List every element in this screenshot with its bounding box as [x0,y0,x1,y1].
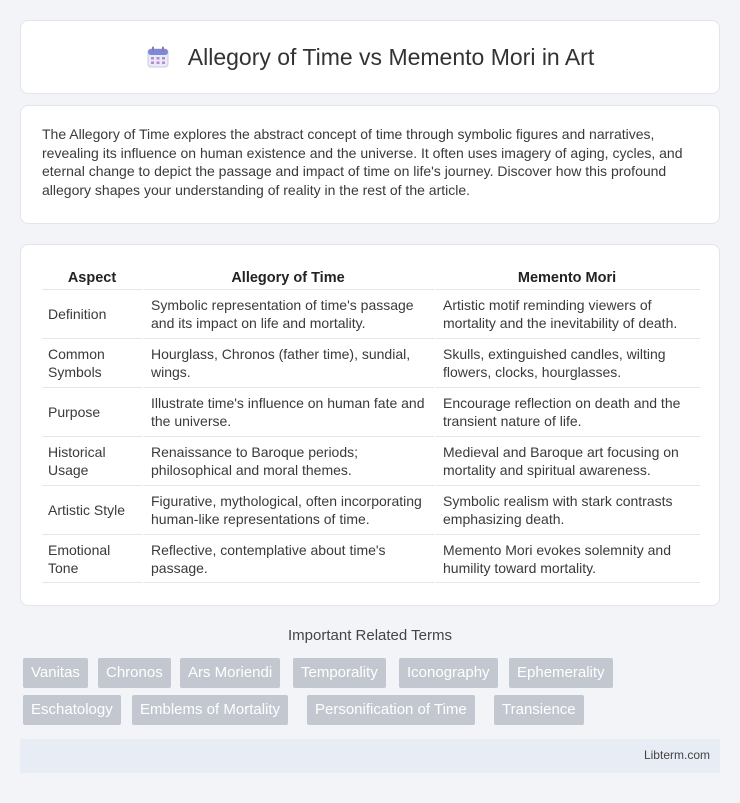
header-memento: Memento Mori [517,270,617,286]
page-title: Allegory of Time vs Memento Mori in Art [187,43,595,70]
memento-cell: Medieval and Baroque art focusing on mortality and spiritual awareness. [434,436,700,485]
table-row [42,387,700,436]
header-allegory: Allegory of Time [231,270,345,286]
tag-ephemerality[interactable]: Ephemerality [509,658,613,688]
tag-personification-of-time[interactable]: Personification of Time [307,695,475,725]
tag-temporality[interactable]: Temporality [293,658,386,688]
tag-vanitas[interactable]: Vanitas [23,658,88,688]
allegory-cell: Reflective, contemplative about time's passage. [142,534,434,583]
memento-cell: Artistic motif reminding viewers of mortality and the inevitability of death. [434,289,700,338]
memento-cell: Memento Mori evokes solemnity and humility toward mortality. [434,534,700,583]
table-row [42,289,700,338]
footer [20,739,720,773]
tag-ars-moriendi[interactable]: Ars Moriendi [180,658,280,688]
related-terms-title: Important Related Terms [288,627,452,644]
allegory-cell: Symbolic representation of time's passage and its impact on life and mortality. [142,289,434,338]
aspect-cell: Emotional Tone [42,534,142,583]
comparison-table [42,263,700,583]
aspect-cell: Common Symbols [42,338,142,387]
tag-chronos[interactable]: Chronos [98,658,171,688]
allegory-cell: Illustrate time's influence on human fate and the universe. [142,387,434,436]
aspect-cell: Purpose [42,387,142,436]
intro-text: The Allegory of Time explores the abstract concept of time through symbolic figures and narratives, revealing its influence on human existence and the universe. It often uses imagery of aging, cycles, and eternal change to depict the passage and impact of time on life's journey. Discover how this profound allegory shapes your understanding of reality in the rest of the article. [42,126,683,198]
title-card [20,20,720,94]
calendar-icon [146,45,170,69]
tag-eschatology[interactable]: Eschatology [23,695,121,725]
table-row [42,534,700,583]
header-aspect: Aspect [67,270,117,286]
memento-cell: Symbolic realism with stark contrasts emphasizing death. [434,485,700,534]
intro-card [20,105,720,224]
allegory-cell: Figurative, mythological, often incorporating human-like representations of time. [142,485,434,534]
aspect-cell: Artistic Style [42,485,142,534]
tag-iconography[interactable]: Iconography [399,658,498,688]
memento-cell: Skulls, extinguished candles, wilting flowers, clocks, hourglasses. [434,338,700,387]
aspect-cell: Historical Usage [42,436,142,485]
memento-cell: Encourage reflection on death and the transient nature of life. [434,387,700,436]
aspect-cell: Definition [42,289,142,338]
footer-site-link[interactable]: Libterm.com [643,748,710,762]
table-row [42,485,700,534]
comparison-card [20,244,720,606]
table-row [42,436,700,485]
tag-emblems-of-mortality[interactable]: Emblems of Mortality [132,695,288,725]
table-row [42,338,700,387]
tag-transience[interactable]: Transience [494,695,584,725]
allegory-cell: Hourglass, Chronos (father time), sundial, wings. [142,338,434,387]
allegory-cell: Renaissance to Baroque periods; philosophical and moral themes. [142,436,434,485]
